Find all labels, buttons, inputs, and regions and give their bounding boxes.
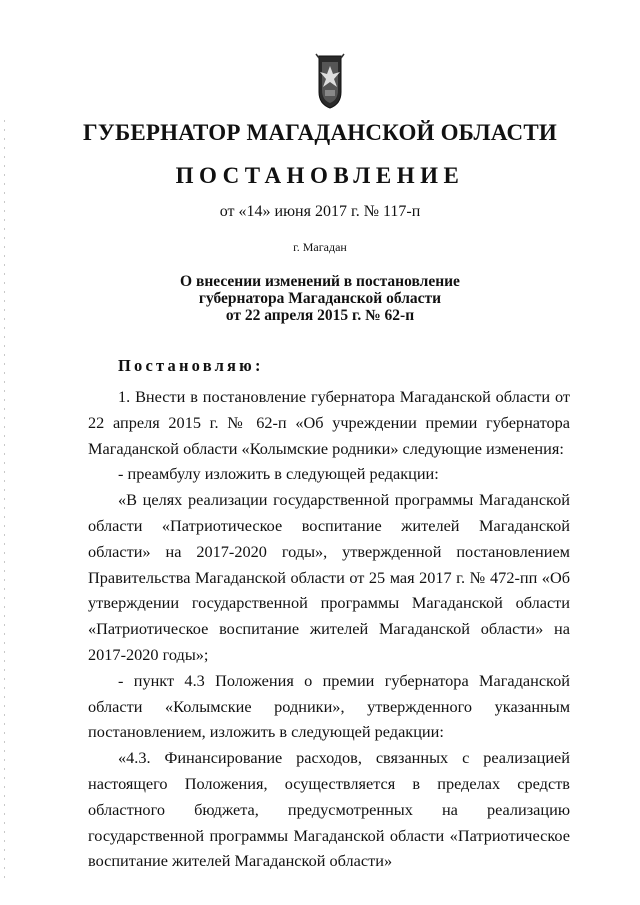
governor-title: ГУБЕРНАТОР МАГАДАНСКОЙ ОБЛАСТИ: [83, 120, 557, 145]
subject-line: О внесении изменений в постановление: [180, 273, 460, 290]
document-subject: [0, 273, 640, 324]
scan-edge-dots: [4, 120, 5, 880]
subject-line: губернатора Магаданской области: [198, 290, 442, 307]
paragraph-preamble-text: «В целях реализации государственной программы Магаданской области «Патриотическое воспитание жителей Магаданской области» на 2017-2020 годы», утвержденной постановлением Правительства Магаданской области от 25 мая 2017 г. № 472-пп «Об утверждении государственной программы Магаданской области «Патриотическое воспитание жителей Магаданской области» на 2017-2020 годы»;: [88, 490, 570, 664]
document-city: г. Магадан: [293, 240, 347, 254]
decree-heading: Постановляю:: [118, 356, 264, 375]
subject-line: от 22 апреля 2015 г. № 62-п: [225, 307, 415, 324]
paragraph-point-4-3-text: «4.3. Финансирование расходов, связанных с реализацией настоящего Положения, осуществляется в пределах средств областного бюджета, предусмотренных на реализацию государственной программы Магаданской области «Патриотическое воспитание жителей Магаданской области»: [88, 748, 570, 871]
paragraph-item-1: 1. Внести в постановление губернатора Магаданской области от 22 апреля 2015 г. № 62-п «Об учреждении премии губернатора Магаданской области «Колымские родники» следующие изменения:: [88, 387, 570, 458]
paragraph-preamble: - преамбулу изложить в следующей редакции:: [118, 464, 439, 484]
document-body: [88, 384, 570, 874]
document-type: ПОСТАНОВЛЕНИЕ: [175, 163, 465, 188]
coat-of-arms-icon: [313, 52, 347, 110]
document-date-number: от «14» июня 2017 г. № 117-п: [219, 203, 421, 220]
paragraph-point-4-3: - пункт 4.3 Положения о премии губернатора Магаданской области «Колымские родники», утвержденного указанным постановлением, изложить в следующей редакции:: [88, 670, 570, 742]
